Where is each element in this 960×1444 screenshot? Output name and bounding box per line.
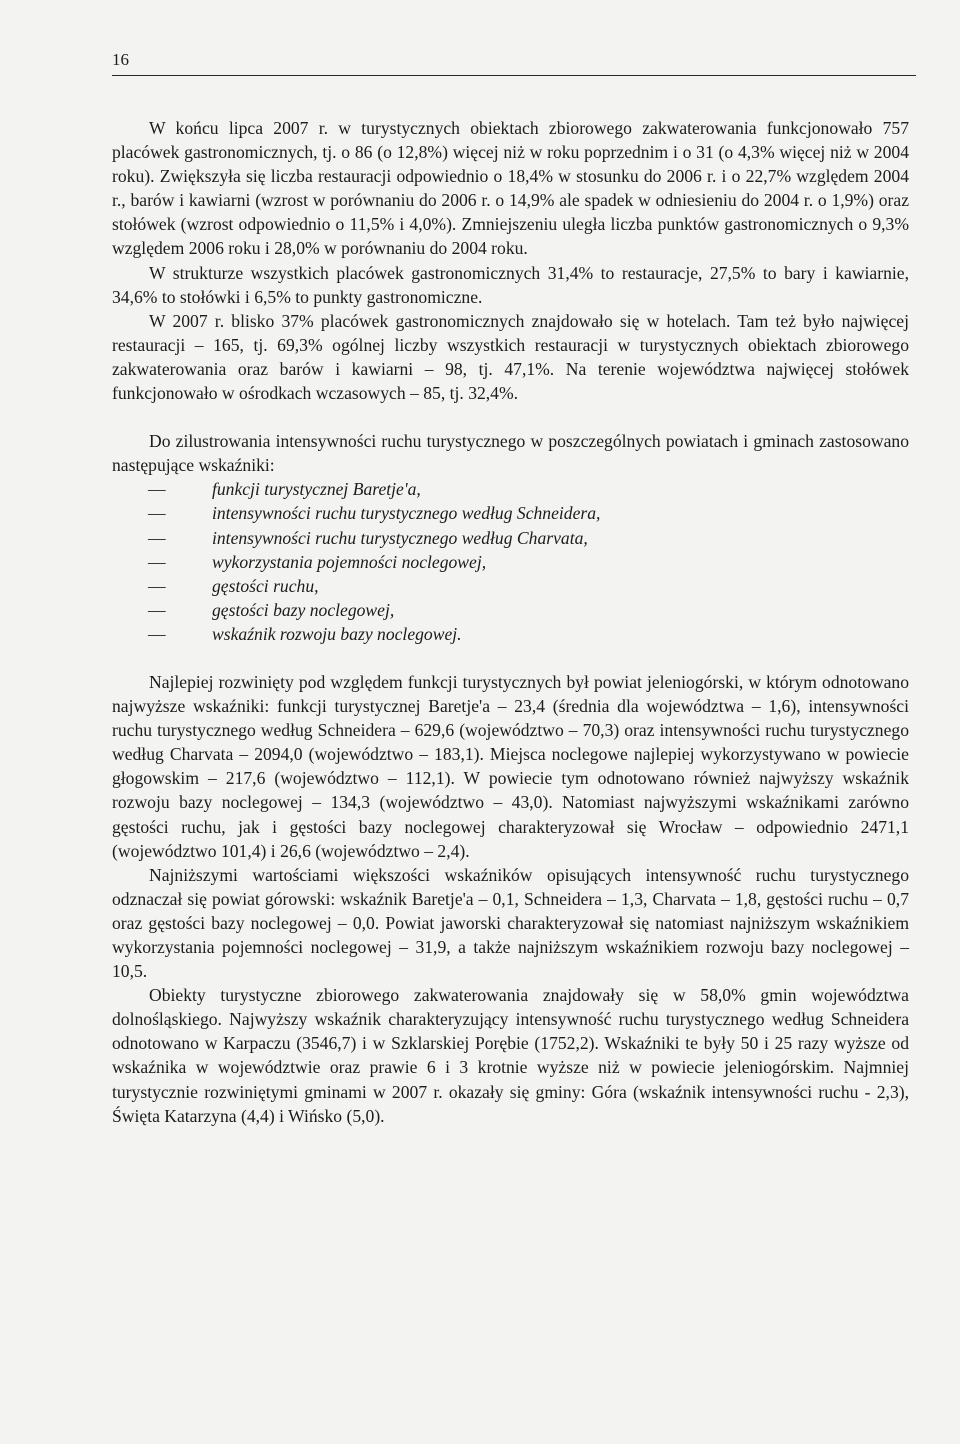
list-dash: — (148, 503, 166, 524)
section-gap (112, 646, 909, 670)
list-item-text: funkcji turystycznej Baretje'a, (212, 479, 421, 500)
list-dash: — (148, 551, 166, 572)
list-item (112, 550, 909, 574)
paragraph: W końcu lipca 2007 r. w turystycznych obiektach zbiorowego zakwaterowania funkcjonowało 757 placówek gastronomicznych, tj. o 86 (o 12,8%) więcej niż w roku poprzednim i o 31 (o 4,3% więcej niż w 2004 roku). Zwiększyła się liczba restauracji odpowiednio o 18,4% w stosunku do 2006 r. i o 22,7% względem 2004 r., barów i kawiarni (wzrost w porównaniu do 2006 r. o 14,9% ale spadek w odniesieniu do 2004 r. o 1,9%) oraz stołówek (wzrost odpowiednio o 11,5% i 4,0%). Zmniejszeniu uległa liczba punktów gastronomicznych o 9,3% względem 2006 roku i 28,0% w porównaniu do 2004 roku. (112, 118, 909, 259)
list-dash: — (148, 575, 166, 596)
body-text (112, 116, 909, 1128)
paragraph: W 2007 r. blisko 37% placówek gastronomicznych znajdowało się w hotelach. Tam też było najwięcej restauracji – 165, tj. 69,3% ogólnej liczby wszystkich restauracji w turystycznych obiektach zbiorowego zakwaterowania oraz barów i kawiarni – 98, tj. 47,1%. Na terenie województwa najwięcej stołówek funkcjonowało w ośrodkach wczasowych – 85, tj. 32,4%. (112, 310, 909, 404)
list-item (112, 574, 909, 598)
list-item-text: gęstości ruchu, (212, 575, 319, 596)
list-item (112, 477, 909, 501)
list-item-text: gęstości bazy noclegowej, (212, 599, 395, 620)
list-item-text: intensywności ruchu turystycznego według Charvata, (212, 527, 588, 548)
list-dash: — (148, 623, 166, 644)
list-item (112, 501, 909, 525)
paragraph: Najniższymi wartościami większości wskaźników opisujących intensywność ruchu turystycznego odznaczał się powiat górowski: wskaźnik Baretje'a – 0,1, Schneidera – 1,3, Charvata – 1,8, gęstości ruchu – 0,7 oraz gęstości bazy noclegowej – 0,0. Powiat jaworski charakteryzował się natomiast najniższym wskaźnikiem wykorzystania pojemności noclegowej – 31,9, a także najniższym wskaźnikiem rozwoju bazy noclegowej – 10,5. (112, 864, 909, 982)
list-dash: — (148, 599, 166, 620)
list-item (112, 526, 909, 550)
list-item-text: wskaźnik rozwoju bazy noclegowej. (212, 623, 462, 644)
section-gap (112, 405, 909, 429)
list-dash: — (148, 527, 166, 548)
list-item (112, 622, 909, 646)
list-item-text: intensywności ruchu turystycznego według Schneidera, (212, 503, 601, 524)
page-number: 16 (112, 50, 129, 69)
list-item-text: wykorzystania pojemności noclegowej, (212, 551, 487, 572)
header-rule (112, 75, 916, 76)
paragraph-intro-indicators: Do zilustrowania intensywności ruchu turystycznego w poszczególnych powiatach i gminach zastosowano następujące wskaźniki: (112, 431, 909, 476)
paragraph: Obiekty turystyczne zbiorowego zakwaterowania znajdowały się w 58,0% gmin województwa dolnośląskiego. Najwyższy wskaźnik charakteryzujący intensywność ruchu turystycznego według Schneidera odnotowano w Karpaczu (3546,7) i w Szklarskiej Porębie (1752,2). Wskaźniki te były 50 i 25 razy wyższe od wskaźnika w województwie oraz prawie 6 i 3 krotnie wyższe niż w powiecie jeleniogórskim. Najmniej turystycznie rozwiniętymi gminami w 2007 r. okazały się gminy: Góra (wskaźnik intensywności ruchu - 2,3), Święta Katarzyna (4,4) i Wińsko (5,0). (112, 985, 909, 1126)
indicator-list (112, 477, 909, 646)
list-item (112, 598, 909, 622)
paragraph: W strukturze wszystkich placówek gastronomicznych 31,4% to restauracje, 27,5% to bary i kawiarnie, 34,6% to stołówki i 6,5% to punkty gastronomiczne. (112, 262, 909, 307)
list-dash: — (148, 479, 166, 500)
paragraph: Najlepiej rozwinięty pod względem funkcji turystycznych był powiat jeleniogórski, w którym odnotowano najwyższe wskaźniki: funkcji turystycznej Baretje'a – 23,4 (średnia dla województwa – 1,6), intensywności ruchu turystycznego według Schneidera – 629,6 (województwo – 70,3) oraz intensywności ruchu turystycznego według Charvata – 2094,0 (województwo – 183,1). Miejsca noclegowe najlepiej wykorzystywano w powiecie głogowskim – 217,6 (województwo – 112,1). W powiecie tym odnotowano również najwyższy wskaźnik rozwoju bazy noclegowej – 134,3 (województwo – 43,0). Natomiast najwyższymi wskaźnikami zarówno gęstości ruchu, jak i gęstości bazy noclegowej charakteryzował się Wrocław – odpowiednio 2471,1 (województwo 101,4) i 26,6 (województwo – 2,4). (112, 671, 909, 861)
